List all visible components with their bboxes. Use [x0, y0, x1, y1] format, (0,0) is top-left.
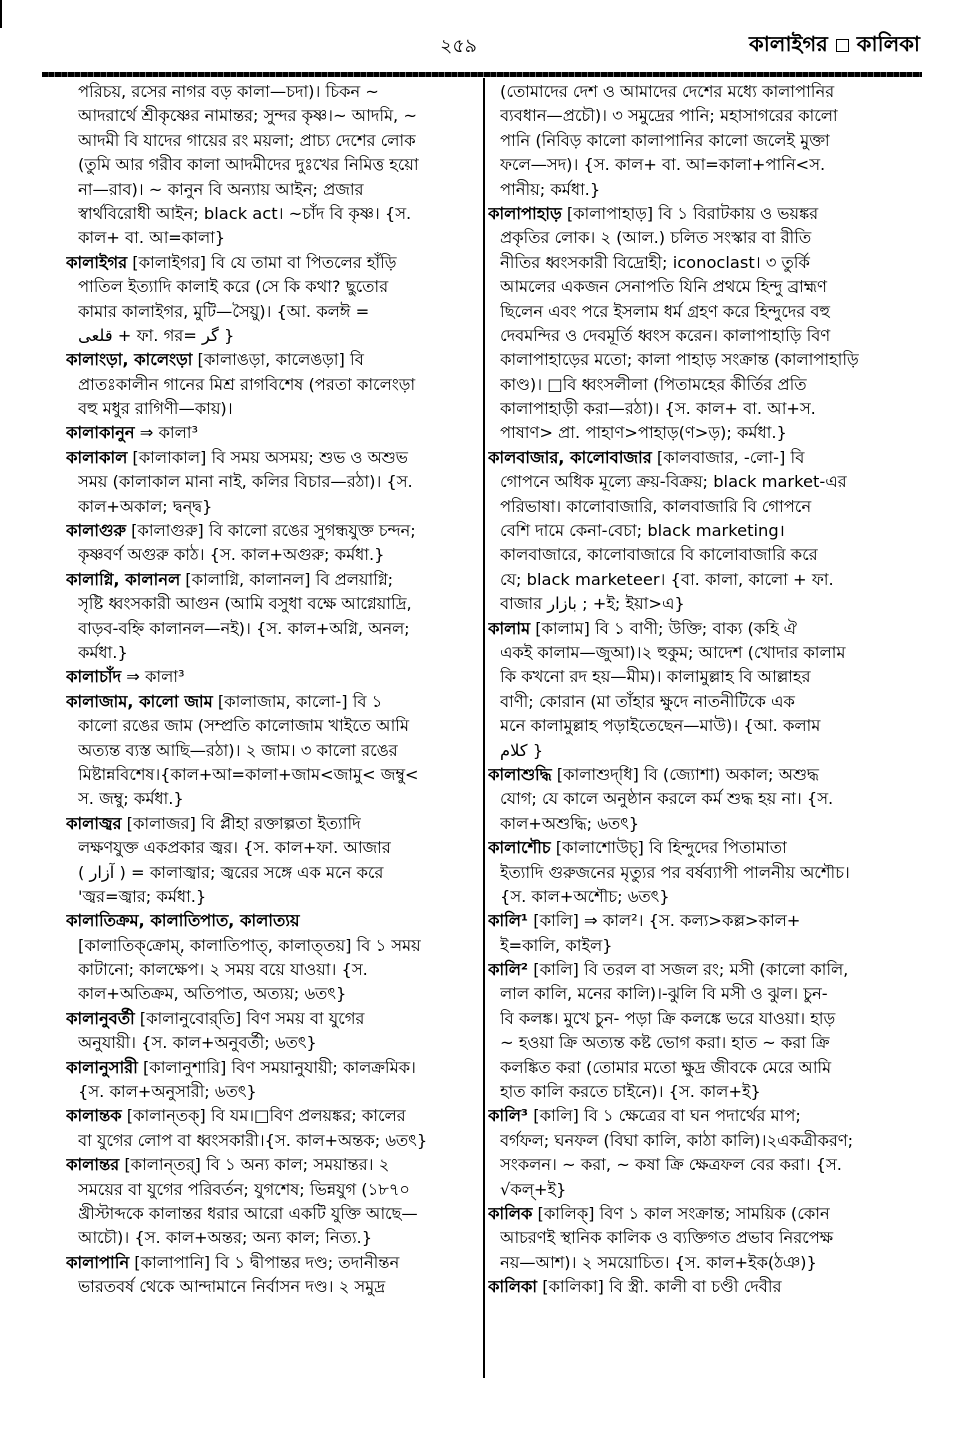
entry-definition: ⇒ কালা³ [134, 423, 198, 443]
definition-line: অনুযায়ী। {স. কাল+অনুবর্তী; ৬তৎ} [78, 1033, 317, 1053]
definition-line: {স. কাল+অনুসারী; ৬তৎ} [78, 1082, 257, 1102]
definition-line: ~ হওয়া ক্রি অত্যন্ত কষ্ট ভোগ করা। হাত ~ করা ক্রি [500, 1033, 830, 1053]
definition-line: পরিচয়, রসের নাগর বড় কালা—চদা)। চিকন ~ [78, 82, 379, 101]
definition-line: লাল কালি, মনের কালি)।-ঝুলি বি মসী ও ঝুল। চুন- [500, 984, 828, 1004]
definition-line: (তুমি আর গরীব কালা আদমীদের দুঃখের নিমিত্ত হয়ো [78, 155, 419, 175]
entry-definition: [কালি] বি ১ ক্ষেত্রের বা ঘন পদার্থের মাপ; [528, 1106, 801, 1126]
dictionary-entry-line [488, 202, 902, 226]
entry-definition: [কালানুশারি] বিণ সময়ানুযায়ী; কালক্রমিক। [137, 1057, 416, 1077]
headword: কালি² [488, 960, 529, 980]
dictionary-entry-line [488, 909, 902, 933]
definition-line: কাটানো; কালক্ষেপ। ২ সময় বয়ে যাওয়া। {স. [78, 960, 368, 980]
headword: কালি³ [488, 1106, 529, 1126]
entry-definition: [কালাশুদ্‌ধি] বি (জ্যোশা) অকাল; অশুদ্ধ [551, 764, 819, 784]
definition-line: কর্মধা.} [78, 642, 128, 662]
entry-definition: [কালবাজার, -লো-] বি [651, 447, 805, 467]
headword: কালাকানুন [66, 423, 135, 443]
definition-line: কলঙ্কিত করা (তোমার মতো ক্ষুদ্র জীবকে মেরে আমি [500, 1057, 832, 1077]
definition-line: কালো রঙের জাম (সম্প্রতি কালোজাম খাইতে আমি [78, 716, 409, 736]
headword: কালাপাহাড় [488, 203, 562, 223]
definition-line: একই কালাম—জুআ)।২ হুকুম; আদেশ (খোদার কালাম [500, 642, 846, 662]
headword: কালাজ্বর [66, 813, 122, 833]
definition-line: দেবমন্দির ও দেবমূর্তি ধ্বংস করেন। কালাপাহাড়ি বিণ [500, 325, 831, 345]
entry-definition: [কালান্‌তক্] বি যম।□বিণ প্রলয়ঙ্কর; কালের [121, 1106, 406, 1126]
definition-line: বাণী; কোরান (মা তাঁহার ক্ষুদে নাতনীটিকে এক [500, 691, 795, 711]
headword: কালাংড়া, কালেংড়া [66, 350, 193, 370]
dictionary-entry-line [66, 665, 483, 689]
headword: কালিক [488, 1203, 533, 1223]
definition-line: নীতির ধ্বংসকারী বিদ্রোহী; iconoclast। ৩ তুর্কি [500, 252, 810, 272]
dictionary-entry-line [488, 1275, 902, 1299]
headword: কালিকা [488, 1277, 538, 1297]
headword: কালি¹ [488, 911, 529, 931]
definition-line: কালাপাহাড়ী করা—রঠা)। {স. কাল+ বা. আ+স. [500, 399, 816, 419]
headword: কালাম [488, 618, 531, 638]
dictionary-entry-line [66, 568, 483, 592]
definition-line: বহু মধুর রাগিণী—কায়)। [78, 399, 233, 419]
definition-line: মিষ্টান্নবিশেষ।{কাল+আ=কালা+জাম<জামু< জম্বু< [78, 764, 419, 784]
dictionary-entry-line [488, 763, 902, 787]
definition-line: (তোমাদের দেশ ও আমাদের দেশের মধ্যে কালাপানির [500, 82, 835, 101]
headword: কালাতিক্রম, কালাতিপাত, কালাত্যয় [66, 911, 300, 931]
definition-line: কাল+অকাল; দ্বন্দ্ব} [78, 496, 213, 516]
entry-definition: [কালি] বি তরল বা সজল রং; মসী (কালো কালি, [528, 960, 849, 980]
definition-line: কাল+অশুদ্ধি; ৬তৎ} [500, 813, 640, 833]
entry-definition: ⇒ কালা³ [121, 667, 185, 687]
dictionary-entry-line [66, 1153, 483, 1177]
definition-line: স. জম্বু; কর্মধা.} [78, 789, 184, 809]
definition-line: নয়—আশ)। ২ সময়োচিত। {স. কাল+ইক(ঠঞ)} [500, 1252, 817, 1272]
definition-line: কৃষ্ণবর্ণ অগুরু কাঠ। {স. কাল+অগুরু; কর্মধা.} [78, 545, 385, 565]
headword: কালান্তক [66, 1106, 122, 1126]
definition-line: বাড়ব-বহ্নি কালানল—নই)। {স. কাল+অগ্নি, অনল; [78, 618, 410, 638]
definition-line: পরিভাষা। কালোবাজারি, কালবাজারি বি গোপনে [500, 496, 812, 516]
page-header [0, 14, 960, 57]
definition-line: কি কখনো রদ হয়—মীম)। কালামুল্লাহ বি আল্লাহর [500, 667, 811, 687]
headword: কালানুসারী [66, 1057, 138, 1077]
left-column [66, 80, 483, 1300]
definition-line: ছিলেন এবং পরে ইসলাম ধর্ম গ্রহণ করে হিন্দুদের বহু [500, 301, 830, 321]
dictionary-entry-line [66, 251, 483, 275]
definition-line: ফলে—সদ)। {স. কাল+ বা. আ=কালা+পানি<স. [500, 155, 826, 175]
dictionary-entry-line [488, 1104, 902, 1128]
definition-line: খ্রীস্টাব্দকে কালান্তর ধরার আরো একটি যুক্তি আছে— [78, 1203, 418, 1223]
headword: কালাচাঁদ [66, 667, 122, 687]
definition-line: কালবাজারে, কালোবাজারে বি কালোবাজারি করে [500, 545, 818, 565]
entry-definition: [কালাগুরু] বি কালো রঙের সুগন্ধযুক্ত চন্দন; [125, 521, 416, 541]
guide-word-end: কালিকা [856, 32, 920, 56]
entry-definition: [কালাজাম, কালো-] বি ১ [212, 691, 383, 711]
page-number: ২৫৯ [440, 35, 478, 57]
right-column [488, 80, 902, 1300]
headword: কালান্তর [66, 1155, 120, 1175]
definition-line: পাষাণ> প্রা. পাহাণ>পাহাড়(ণ>ড়); কর্মধা.} [500, 423, 787, 443]
definition-line: সময় (কালাকাল মানা নাই, কলির বিচার—রঠা)। {স. [78, 472, 413, 492]
definition-line: সৃষ্টি ধ্বংসকারী আগুন (আমি বসুধা বক্ষে আগ্নেয়াদ্রি, [78, 594, 412, 614]
definition-line: আমলের একজন সেনাপতি যিনি প্রথমে হিন্দু ব্রাহ্মণ [500, 277, 827, 297]
dictionary-entry-line [488, 446, 902, 470]
entry-definition: [কালাপাহাড়] বি ১ বিরাটকায় ও ভয়ঙ্কর [561, 203, 819, 223]
headword: কালাগ্নি, কালানল [66, 569, 181, 589]
dictionary-entry-line [488, 836, 902, 860]
definition-line: স্বার্থবিরোধী আইন; black act। ~চাঁদ বি কৃষ্ণ। {স. [78, 203, 412, 223]
headword: কালাইগর [66, 252, 128, 272]
definition-line: ই=কালি, কাইল} [500, 935, 613, 955]
definition-line: প্রাতঃকালীন গানের মিশ্র রাগবিশেষ (পরতা কালেংড়া [78, 374, 416, 394]
dictionary-entry-line [66, 1056, 483, 1080]
definition-line: কামার কালাইগর, মুটি—সৈয়ু)। {আ. কলঈ = [78, 301, 370, 321]
definition-line: ব্যবধান—প্রচৌ)। ৩ সমুদ্রের পানি; মহাসাগরের কালো [500, 106, 838, 126]
definition-line: √কল্+ই} [500, 1179, 567, 1199]
definition-line: প্রকৃতির লোক। ২ (আল.) চলিত সংস্কার বা রীতি [500, 228, 812, 248]
entry-definition: [কালাজর] বি প্লীহা রক্তাল্পতা ইত্যাদি [121, 813, 361, 833]
definition-line: পানি (নিবিড় কালো কালাপানির কালো জলেই মুক্তা [500, 130, 830, 150]
definition-line: বি কলঙ্ক। মুখে চুন- পড়া ক্রি কলঙ্কে ভরে যাওয়া। হাড় [500, 1008, 836, 1028]
definition-line: লক্ষণযুক্ত একপ্রকার জ্বর। {স. কাল+ফা. আজার [78, 838, 391, 858]
definition-line: কাল+অতিক্রম, অতিপাত, অত্যয়; ৬তৎ} [78, 984, 347, 1004]
definition-line: হাত কালি করতে চাইনে)। {স. কাল+ই} [500, 1082, 761, 1102]
definition-line: গোপনে অধিক মূল্যে ক্রয়-বিক্রয়; black market-এর [500, 472, 847, 492]
entry-definition: [কালাপানি] বি ১ দ্বীপান্তর দণ্ড; তদানীন্তন [129, 1252, 400, 1272]
box-separator-icon [836, 39, 849, 52]
definition-line: না—রাব)। ~ কানুন বি অন্যায় আইন; প্রজার [78, 179, 364, 199]
definition-line: পানীয়; কর্মধা.} [500, 179, 601, 199]
headword: কালাশৌচ [488, 838, 551, 858]
headword: কালাশুদ্ধি [488, 764, 552, 784]
definition-line: যে; black marketeer। {বা. কালা, কালো + ফা. [500, 569, 834, 589]
definition-line: ইত্যাদি গুরুজনের মৃত্যুর পর বর্ষব্যাপী পালনীয় অশৌচ। [500, 862, 850, 882]
dictionary-entry-line [66, 812, 483, 836]
definition-line: কাণ্ড)। □বি ধ্বংসলীলা (পিতামহের কীর্তির প্রতি [500, 374, 807, 394]
entry-definition: [কালানুবোর্‌তি] বিণ সময় বা যুগের [134, 1008, 365, 1028]
entry-definition: [কালিক্] বিণ ১ কাল সংক্রান্ত; সাময়িক (কোন [532, 1203, 830, 1223]
definition-line: কাল+ বা. আ=কালা} [78, 228, 226, 248]
running-head [749, 28, 920, 63]
dictionary-entry-line [66, 519, 483, 543]
definition-line: বাজার بازار ; +ই; ইয়া>এ} [500, 594, 685, 614]
definition-line: বেশি দামে কেনা-বেচা; black marketing। [500, 521, 785, 541]
definition-line: সংকলন। ~ করা, ~ কষা ক্রি ক্ষেত্রফল বের করা। {স. [500, 1155, 842, 1175]
entry-definition: [কালাম] বি ১ বাণী; উক্তি; বাক্য (কহি ঐ [530, 618, 797, 638]
definition-line: আচরণই স্থানিক কালিক ও ব্যক্তিগত প্রভাব নিরপেক্ষ [500, 1228, 833, 1248]
headword: কালাজাম, কালো জাম [66, 691, 213, 711]
definition-line: কালাপাহাড়ের মতো; কালা পাহাড় সংক্রান্ত (কালাপাহাড়ি [500, 350, 859, 370]
definition-line: আদমী বি যাদের গায়ের রং ময়লা; প্রাচ্য দেশের লোক [78, 130, 416, 150]
column-divider [483, 78, 485, 1378]
headword: কালবাজার, কালোবাজার [488, 447, 652, 467]
headword: কালাপানি [66, 1252, 130, 1272]
definition-line: সময়ের বা যুগের পরিবর্তন; যুগশেষ; ভিন্নযুগ (১৮৭০ [78, 1179, 410, 1199]
definition-line: আদরার্থে শ্রীকৃষ্ণের নামান্তর; সুন্দর কৃষ্ণ।~ আদমি, ~ [78, 106, 418, 126]
dictionary-entry-line [488, 1202, 902, 1226]
dictionary-entry-line [66, 1104, 483, 1128]
header-rule [42, 72, 922, 77]
definition-line: 'জ্বর=জ্বার; কর্মধা.} [78, 886, 207, 906]
dictionary-entry-line [66, 421, 483, 445]
dictionary-entry-line [66, 446, 483, 470]
entry-definition: [কালাঙড়া, কালেঙড়া] বি [192, 350, 364, 370]
definition-line: মনে কালামুল্লাহ পড়াইতেছেন—মাউ)। {আ. কলাম [500, 716, 821, 736]
entry-definition: [কালান্‌তর্] বি ১ অন্য কাল; সময়ান্তর। ২ [119, 1155, 390, 1175]
guide-word-start: কালাইগর [749, 32, 828, 56]
entry-definition: [কালাইগর] বি যে তামা বা পিতলের হাঁড়ি [127, 252, 397, 272]
definition-line: قلعی + ফা. গর= گر } [78, 325, 235, 345]
definition-line: {স. কাল+অশৌচ; ৬তৎ} [500, 886, 670, 906]
definition-line: আচৌ)। {স. কাল+অন্তর; অন্য কাল; নিত্য.} [78, 1228, 373, 1248]
dictionary-entry-line [66, 690, 483, 714]
definition-line: যোগ; যে কালে অনুষ্ঠান করলে কর্ম শুদ্ধ হয় না। {স. [500, 789, 834, 809]
entry-definition: [কালাগ্নি, কালানল] বি প্রলয়াগ্নি; [180, 569, 394, 589]
definition-line: অত্যন্ত ব্যস্ত আছি—রঠা)। ২ জাম। ৩ কালো রঙের [78, 740, 398, 760]
definition-line: বা যুগের লোপ বা ধ্বংসকারী।{স. কাল+অন্তক; ৬তৎ} [78, 1130, 428, 1150]
definition-line: বর্গফল; ঘনফল (বিঘা কালি, কাঠা কালি)।২একত্রীকরণ; [500, 1130, 854, 1150]
dictionary-entry-line [66, 909, 483, 933]
entry-definition: [কালাকাল] বি সময় অসময়; শুভ ও অশুভ [127, 447, 408, 467]
entry-definition: [কালিকা] বি স্ত্রী. কালী বা চণ্ডী দেবীর [537, 1277, 782, 1297]
headword: কালানুবর্তী [66, 1008, 135, 1028]
definition-line: ভারতবর্ষ থেকে আন্দামানে নির্বাসন দণ্ড। ২ সমুদ্র [78, 1277, 386, 1297]
dictionary-entry-line [488, 617, 902, 641]
dictionary-entry-line [66, 1007, 483, 1031]
headword: কালাকাল [66, 447, 128, 467]
definition-line: ( آزار ) = কালাজ্বার; জ্বরের সঙ্গে এক মনে করে [78, 862, 384, 882]
entry-definition: [কালি] ⇒ কাল²। {স. কল্য>কল্ল>কাল+ [528, 911, 801, 931]
definition-line: كلام } [500, 740, 544, 760]
definition-line: পাতিল ইত্যাদি কালাই করে (সে কি কথা? ছুতোর [78, 277, 389, 297]
definition-line: [কালাতিক্‌ক্রোম্, কালাতিপাত্, কালাত্‌তয়] বি ১ সময় [78, 935, 421, 955]
dictionary-entry-line [66, 348, 483, 372]
entry-definition: [কালাশোউচ্] বি হিন্দুদের পিতামাতা [550, 838, 787, 858]
dictionary-entry-line [66, 1251, 483, 1275]
headword: কালাগুরু [66, 521, 126, 541]
dictionary-entry-line [488, 958, 902, 982]
